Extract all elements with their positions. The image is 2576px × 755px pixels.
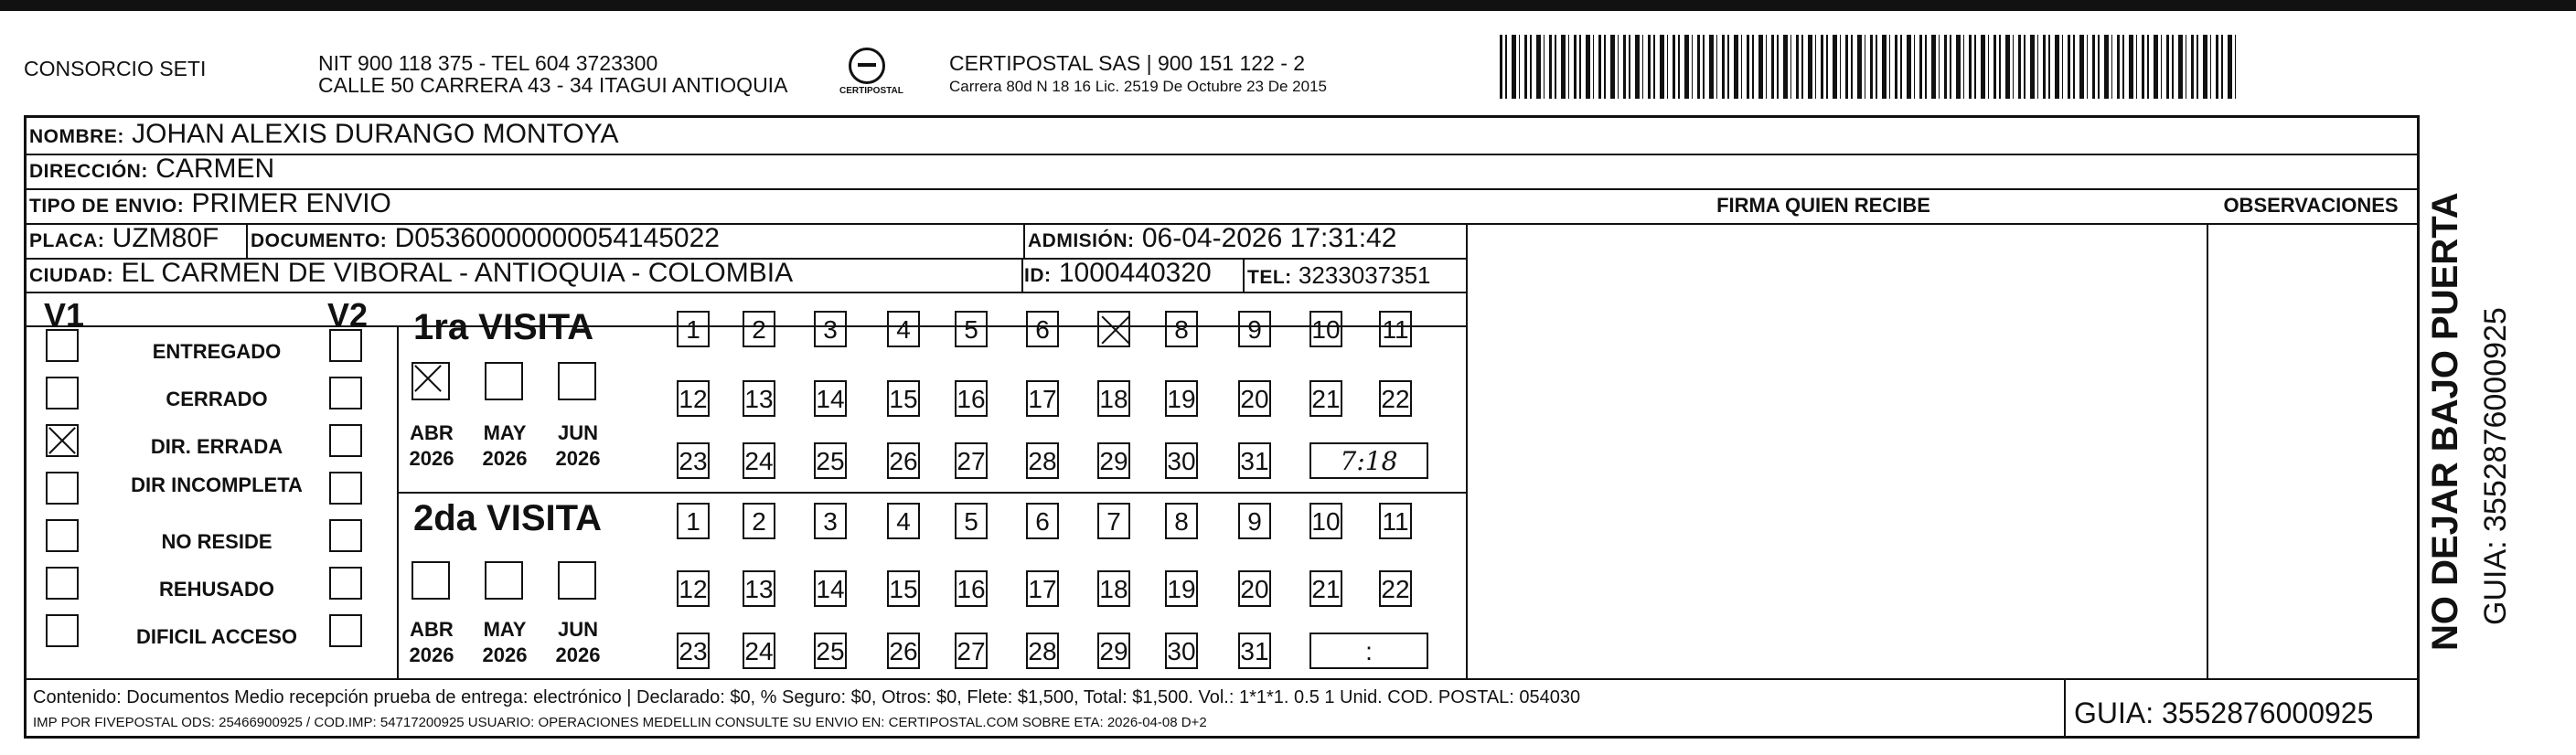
second-visit-day[interactable]	[814, 503, 847, 539]
placa-value: UZM80F	[112, 223, 219, 253]
day-number: 8	[1174, 315, 1189, 344]
id-label: ID:	[1024, 265, 1052, 286]
ciudad-value: EL CARMEN DE VIBORAL - ANTIOQUIA - COLOMBIA	[121, 258, 794, 288]
v1-checkbox[interactable]	[46, 472, 79, 505]
first-visit-time[interactable]: 7:18	[1309, 442, 1428, 479]
second-visit-day[interactable]	[1026, 570, 1059, 607]
first-visit-day[interactable]	[677, 442, 710, 479]
day-number: 4	[896, 507, 911, 536]
v1-checkbox[interactable]	[46, 519, 79, 552]
certipostal-sub: Carrera 80d N 18 16 Lic. 2519 De Octubre 23 De 2015	[949, 78, 1327, 95]
id-value: 1000440320	[1058, 258, 1212, 288]
first-visit-day[interactable]	[1097, 311, 1130, 347]
first-visit-day[interactable]	[1026, 380, 1059, 417]
admision-field	[1028, 223, 1396, 257]
day-number: 27	[957, 447, 986, 475]
v2-checkbox[interactable]	[329, 519, 362, 552]
second-visit-day[interactable]	[955, 570, 988, 607]
day-number: 26	[889, 447, 918, 475]
day-number: 6	[1035, 315, 1050, 344]
status-option-label: ENTREGADO	[152, 340, 282, 363]
day-number: 27	[957, 637, 986, 665]
v2-label: V2	[327, 296, 369, 334]
second-visit-day[interactable]	[1165, 633, 1198, 669]
month-label: ABR	[410, 421, 454, 444]
first-visit-day[interactable]	[1097, 442, 1130, 479]
month-label: JUN	[557, 618, 598, 641]
month-label: MAY	[483, 421, 527, 444]
nombre-label: NOMBRE:	[29, 126, 124, 147]
second-visit-day[interactable]	[1379, 503, 1412, 539]
documento-label: DOCUMENTO:	[251, 230, 388, 251]
first-visit-day[interactable]	[887, 311, 920, 347]
second-visit-day[interactable]	[887, 633, 920, 669]
day-number: 7	[1106, 507, 1121, 536]
day-number: 18	[1099, 385, 1128, 413]
second-visit-day[interactable]	[887, 570, 920, 607]
second-visit-day[interactable]	[887, 503, 920, 539]
direccion-value: CARMEN	[155, 154, 275, 184]
placa-label: PLACA:	[29, 230, 105, 251]
admision-label: ADMISIÓN:	[1028, 230, 1135, 251]
month-label: ABR	[410, 618, 454, 641]
second-visit-day[interactable]	[1309, 570, 1342, 607]
v2-checkbox[interactable]	[329, 614, 362, 647]
logo-text: CERTIPOSTAL	[839, 86, 903, 96]
first-visit-day[interactable]	[1238, 442, 1271, 479]
v2-checkbox[interactable]	[329, 377, 362, 409]
first-visit-day[interactable]	[955, 442, 988, 479]
second-visit-day[interactable]	[1238, 570, 1271, 607]
nombre-value: JOHAN ALEXIS DURANGO MONTOYA	[132, 119, 619, 149]
second-visit-day[interactable]	[814, 570, 847, 607]
placa-field	[29, 223, 219, 257]
nombre-row	[29, 119, 619, 153]
day-number: 23	[679, 637, 708, 665]
second-visit-time[interactable]: :	[1309, 633, 1428, 669]
first-visit-day[interactable]	[1026, 442, 1059, 479]
first-visit-day[interactable]	[1238, 311, 1271, 347]
first-visit-day[interactable]	[743, 380, 775, 417]
second-visit-day[interactable]	[1379, 570, 1412, 607]
day-number: 8	[1174, 507, 1189, 536]
day-number: 25	[816, 637, 845, 665]
day-number: 5	[964, 315, 978, 344]
day-number: 15	[889, 385, 918, 413]
v1-checkbox[interactable]	[46, 424, 79, 457]
month-label: MAY	[483, 618, 527, 641]
second-visit-day[interactable]	[814, 633, 847, 669]
second-visit-day[interactable]	[1238, 503, 1271, 539]
address-line: CALLE 50 CARRERA 43 - 34 ITAGUI ANTIOQUIA	[318, 73, 788, 97]
day-number: 16	[957, 385, 986, 413]
second-visit-day[interactable]	[1309, 503, 1342, 539]
day-number: 21	[1311, 575, 1341, 603]
year-label: 2026	[409, 643, 454, 666]
first-visit-day[interactable]	[1165, 442, 1198, 479]
day-number: 10	[1311, 507, 1341, 536]
barcode	[1500, 35, 2240, 99]
second-visit-day[interactable]	[1165, 503, 1198, 539]
day-number: 2	[752, 507, 766, 536]
second-visit-day[interactable]	[743, 503, 775, 539]
tel-label: TEL:	[1247, 267, 1292, 288]
second-visit-month-checkbox[interactable]	[412, 561, 450, 600]
day-number: 16	[957, 575, 986, 603]
day-number: 9	[1247, 315, 1262, 344]
second-visit-day[interactable]	[743, 633, 775, 669]
status-option-label: DIR. ERRADA	[150, 435, 283, 458]
day-number: 3	[823, 507, 838, 536]
documento-value: D05360000000054145022	[394, 223, 720, 253]
day-number: 13	[744, 575, 774, 603]
direccion-label: DIRECCIÓN:	[29, 161, 148, 182]
admision-value: 06-04-2026 17:31:42	[1141, 223, 1397, 253]
second-visit-day[interactable]	[1026, 633, 1059, 669]
second-visit-day[interactable]	[1165, 570, 1198, 607]
day-number: 28	[1028, 637, 1057, 665]
status-option-label: CERRADO	[166, 388, 268, 410]
first-visit-month-checkbox[interactable]	[485, 362, 523, 400]
tipo-row	[29, 188, 391, 222]
day-number: 20	[1240, 385, 1269, 413]
day-number: 18	[1099, 575, 1128, 603]
day-number: 22	[1381, 385, 1410, 413]
day-number: 14	[816, 575, 845, 603]
first-visit-day[interactable]	[1379, 380, 1412, 417]
first-visit-day[interactable]	[814, 311, 847, 347]
second-visit-day[interactable]	[1097, 633, 1130, 669]
tel-value: 3233037351	[1298, 261, 1431, 289]
day-number: 28	[1028, 447, 1057, 475]
day-number: 31	[1240, 637, 1269, 665]
second-visit-day[interactable]	[1097, 503, 1130, 539]
second-visit-day[interactable]	[1026, 503, 1059, 539]
day-number: 25	[816, 447, 845, 475]
v1-checkbox[interactable]	[46, 567, 79, 600]
day-number: 12	[679, 575, 708, 603]
year-label: 2026	[482, 643, 528, 666]
certipostal-line: CERTIPOSTAL SAS | 900 151 122 - 2	[949, 51, 1306, 75]
day-number: 17	[1028, 385, 1057, 413]
status-option-label: NO RESIDE	[161, 530, 273, 553]
first-visit-day[interactable]	[1309, 311, 1342, 347]
day-number: 30	[1167, 447, 1196, 475]
first-visit-month-checkbox[interactable]	[558, 362, 596, 400]
year-label: 2026	[555, 643, 601, 666]
first-visit-day[interactable]	[677, 380, 710, 417]
day-number: 1	[686, 507, 700, 536]
day-number: 2	[752, 315, 766, 344]
day-number: 21	[1311, 385, 1341, 413]
first-visit-day[interactable]	[887, 380, 920, 417]
first-visit-day[interactable]	[814, 380, 847, 417]
day-number: 29	[1099, 637, 1128, 665]
v2-checkbox[interactable]	[329, 567, 362, 600]
documento-field	[251, 223, 720, 257]
second-visit-day[interactable]	[1097, 570, 1130, 607]
day-number: 19	[1167, 575, 1196, 603]
ciudad-label: CIUDAD:	[29, 265, 114, 286]
day-number: 3	[823, 315, 838, 344]
status-option-label: DIFICIL ACCESO	[135, 625, 297, 648]
day-number: 24	[744, 447, 774, 475]
firma-header: FIRMA QUIEN RECIBE	[1716, 194, 1930, 217]
tipo-label: TIPO DE ENVIO:	[29, 196, 185, 217]
day-number: 30	[1167, 637, 1196, 665]
day-number: 17	[1028, 575, 1057, 603]
second-visit-month-checkbox[interactable]	[558, 561, 596, 600]
first-visit-day[interactable]	[1026, 311, 1059, 347]
second-visit-day[interactable]	[677, 570, 710, 607]
certipostal-logo-icon	[849, 48, 885, 84]
imp-line: IMP POR FIVEPOSTAL ODS: 25466900925 / COD.IMP: 54717200925 USUARIO: OPERACIONES MEDELLIN CONSULTE SU ENVIO EN: CERTIPOSTAL.COM SOBRE ETA: 2026-04-08 D+2	[33, 715, 1207, 730]
day-number: 15	[889, 575, 918, 603]
day-number: 5	[964, 507, 978, 536]
day-number: 20	[1240, 575, 1269, 603]
v1-checkbox[interactable]	[46, 329, 79, 362]
day-number: 1	[686, 315, 700, 344]
first-visit-day[interactable]	[1097, 380, 1130, 417]
first-visit-day[interactable]	[1165, 311, 1198, 347]
first-visit-day[interactable]	[743, 311, 775, 347]
first-visit-day[interactable]	[1379, 311, 1412, 347]
year-label: 2026	[482, 447, 528, 470]
second-visit-day[interactable]	[677, 633, 710, 669]
day-number: 10	[1311, 315, 1341, 344]
first-visit-day[interactable]	[814, 442, 847, 479]
observaciones-header: OBSERVACIONES	[2223, 194, 2399, 217]
day-number: 19	[1167, 385, 1196, 413]
day-number: 31	[1240, 447, 1269, 475]
top-edge-bar	[0, 0, 2576, 11]
company-name: CONSORCIO SETI	[24, 57, 207, 80]
day-number: 9	[1247, 507, 1262, 536]
second-visit-title: 2da VISITA	[413, 498, 602, 538]
side-guia: GUIA: 3552876000925	[2478, 307, 2513, 625]
footer-guia: GUIA: 3552876000925	[2074, 697, 2374, 729]
v2-checkbox[interactable]	[329, 329, 362, 362]
second-visit-day[interactable]	[955, 503, 988, 539]
tel-field	[1247, 260, 1431, 293]
day-number: 26	[889, 637, 918, 665]
nit-line: NIT 900 118 375 - TEL 604 3723300	[318, 51, 658, 75]
second-visit-month-checkbox[interactable]	[485, 561, 523, 600]
first-visit-title: 1ra VISITA	[413, 307, 594, 347]
first-visit-month-checkbox[interactable]	[412, 362, 450, 400]
ciudad-field	[29, 258, 793, 292]
day-number: 12	[679, 385, 708, 413]
v2-checkbox[interactable]	[329, 472, 362, 505]
day-number: 22	[1381, 575, 1410, 603]
v1-checkbox[interactable]	[46, 377, 79, 409]
second-visit-day[interactable]	[743, 570, 775, 607]
side-warning: NO DEJAR BAJO PUERTA	[2425, 192, 2465, 651]
second-visit-day[interactable]	[677, 503, 710, 539]
day-number: 6	[1035, 507, 1050, 536]
first-visit-day[interactable]	[1238, 380, 1271, 417]
day-number: 11	[1382, 507, 1409, 536]
day-number: 4	[896, 315, 911, 344]
day-number: 14	[816, 385, 845, 413]
year-label: 2026	[555, 447, 601, 470]
v2-checkbox[interactable]	[329, 424, 362, 457]
day-number: 29	[1099, 447, 1128, 475]
first-visit-day[interactable]	[743, 442, 775, 479]
second-visit-day[interactable]	[955, 633, 988, 669]
first-visit-day[interactable]	[887, 442, 920, 479]
contenido-line: Contenido: Documentos Medio recepción prueba de entrega: electrónico | Declarado: $0, % Seguro: $0, Otros: $0, Flete: $1,500, Total: $1,500. Vol.: 1*1*1. 0.5 1 Unid. COD. POSTAL: 054030	[33, 687, 1581, 707]
day-number: 24	[744, 637, 774, 665]
day-number: 23	[679, 447, 708, 475]
month-label: JUN	[557, 421, 598, 444]
first-visit-day[interactable]	[677, 311, 710, 347]
first-visit-day[interactable]	[955, 311, 988, 347]
first-visit-day[interactable]	[1165, 380, 1198, 417]
status-option-label: REHUSADO	[159, 578, 274, 601]
day-number: 11	[1382, 315, 1409, 344]
day-number: 13	[744, 385, 774, 413]
direccion-row	[29, 154, 274, 187]
tipo-value: PRIMER ENVIO	[191, 188, 391, 218]
first-visit-day[interactable]	[955, 380, 988, 417]
year-label: 2026	[409, 447, 454, 470]
second-visit-day[interactable]	[1238, 633, 1271, 669]
id-field	[1024, 258, 1212, 292]
first-visit-day[interactable]	[1309, 380, 1342, 417]
v1-checkbox[interactable]	[46, 614, 79, 647]
v1-label: V1	[44, 296, 85, 334]
status-option-label: DIR INCOMPLETA	[131, 473, 303, 496]
